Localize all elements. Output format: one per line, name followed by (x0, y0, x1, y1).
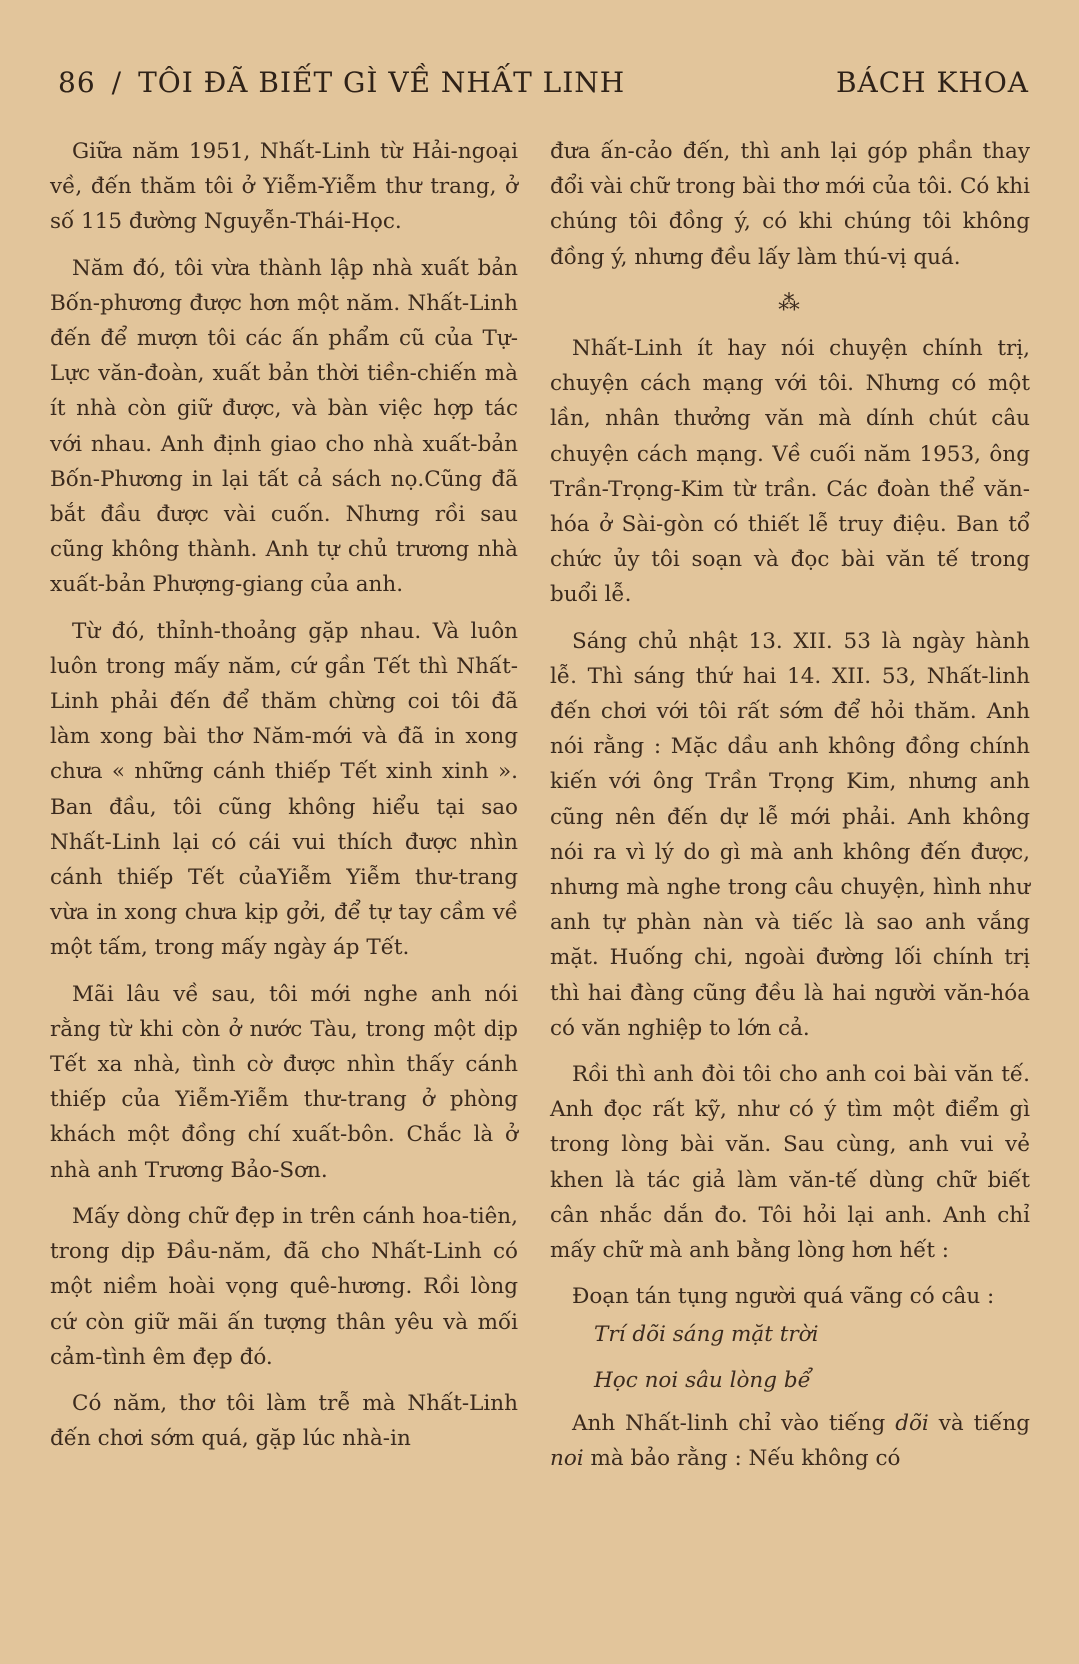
closing-paragraph (550, 1406, 1030, 1476)
paragraph: Mãi lâu về sau, tôi mới nghe anh nói rằng từ khi còn ở nước Tàu, trong một dịp Tết xa nhà, tình cờ được nhìn thấy cánh thiếp của Yiễm-Yiễm thư-trang ở phòng khách một đồng chí xuất-bôn. Chắc là ở nhà anh Trương Bảo-Sơn. (50, 981, 518, 1183)
journal-name: BÁCH KHOA (835, 66, 1029, 99)
paragraph: Năm đó, tôi vừa thành lập nhà xuất bản Bốn-phương được hơn một năm. Nhất-Linh đến để mượn tôi các ấn phẩm cũ của Tự-Lực văn-đoàn, xuất bản thời tiền-chiến mà ít nhà còn giữ được, và bàn việc hợp tác với nhau. Anh định giao cho nhà xuất-bản Bốn-Phương in lại tất cả sách nọ.Cũng đã bắt đầu được vài cuốn. Nhưng rồi sau cũng không thành. Anh tự chủ trương nhà xuất-bản Phượng-giang của anh. (50, 255, 518, 598)
page-header (58, 66, 1029, 110)
right-column (550, 134, 1030, 1487)
paragraph: Có năm, thơ tôi làm trễ mà Nhất-Linh đến chơi sớm quá, gặp lúc nhà-in (50, 1390, 518, 1452)
verse-line: Học noi sâu lòng bể (594, 1367, 811, 1393)
section-break-mark: ⁂ (778, 290, 802, 316)
closing-text: và tiếng (928, 1410, 1030, 1436)
paragraph: Giữa năm 1951, Nhất-Linh từ Hải-ngoại về, đến thăm tôi ở Yiễm-Yiễm thư trang, ở số 115 đường Nguyễn-Thái-Học. (50, 139, 518, 235)
paragraph: Sáng chủ nhật 13. XII. 53 là ngày hành lễ. Thì sáng thứ hai 14. XII. 53, Nhất-linh đến chơi với tôi rất sớm để hỏi thăm. Anh nói rằng : Mặc dầu anh không đồng chính kiến với ông Trần Trọng Kim, nhưng anh cũng nên đến dự lễ mới phải. Anh không nói ra vì lý do gì mà anh không đến được, nhưng mà nghe trong câu chuyện, hình như anh tự phàn nàn và tiếc là sao anh vắng mặt. Huống chi, ngoài đường lối chính trị thì hai đàng cũng đều là hai người văn-hóa có văn nghiệp to lớn cả. (550, 628, 1030, 1041)
paragraph: Rồi thì anh đòi tôi cho anh coi bài văn tế. Anh đọc rất kỹ, như có ý tìm một điểm gì trong lòng bài văn. Sau cùng, anh vui vẻ khen là tác giả làm văn-tế dùng chữ biết cân nhắc dắn đo. Tôi hỏi lại anh. Anh chỉ mấy chữ mà anh bằng lòng hơn hết : (550, 1062, 1030, 1264)
verse-line: Trí dõi sáng mặt trời (594, 1321, 819, 1347)
emphasized-word: dõi (895, 1410, 929, 1436)
paragraph: Mấy dòng chữ đẹp in trên cánh hoa-tiên, trong dịp Đầu-năm, đã cho Nhất-Linh có một niềm hoài vọng quê-hương. Rồi lòng cứ còn giữ mãi ấn tượng thân yêu và mối cảm-tình êm đẹp đó. (50, 1203, 518, 1370)
paragraph: Từ đó, thỉnh-thoảng gặp nhau. Và luôn luôn trong mấy năm, cứ gần Tết thì Nhất-Linh phải đến để thăm chừng coi tôi đã làm xong bài thơ Năm-mới và đã in xong chưa « những cánh thiếp Tết xinh xinh ». Ban đầu, tôi cũng không hiểu tại sao Nhất-Linh lại có cái vui thích được nhìn cánh thiếp Tết củaYiễm Yiễm thư-trang vừa in xong chưa kịp gởi, để tự tay cầm về một tấm, trong mấy ngày áp Tết. (50, 618, 518, 961)
header-separator: / (111, 66, 123, 99)
left-column (50, 134, 518, 1467)
closing-text: mà bảo rằng : Nếu không có (583, 1446, 901, 1472)
paragraph: Nhất-Linh ít hay nói chuyện chính trị, chuyện cách mạng với tôi. Nhưng có một lần, nhân thưởng văn mà dính chút câu chuyện cách mạng. Về cuối năm 1953, ông Trần-Trọng-Kim từ trần. Các đoàn thể văn-hóa ở Sài-gòn có thiết lễ truy điệu. Ban tổ chức ủy tôi soạn và đọc bài văn tế trong buổi lễ. (550, 336, 1030, 608)
verse-intro: Đoạn tán tụng người quá vãng có câu : (572, 1284, 995, 1310)
article-title: TÔI ĐÃ BIẾT GÌ VỀ NHẤT LINH (138, 66, 626, 99)
paragraph-continuation: đưa ấn-cảo đến, thì anh lại góp phần thay đổi vài chữ trong bài thơ mới của tôi. Có khi chúng tôi đồng ý, có khi chúng tôi không đồng ý, nhưng đều lấy làm thú-vị quá. (550, 139, 1030, 270)
closing-text: Anh Nhất-linh chỉ vào tiếng (572, 1410, 896, 1436)
emphasized-word: noi (550, 1446, 584, 1472)
page-number: 86 (58, 66, 96, 99)
